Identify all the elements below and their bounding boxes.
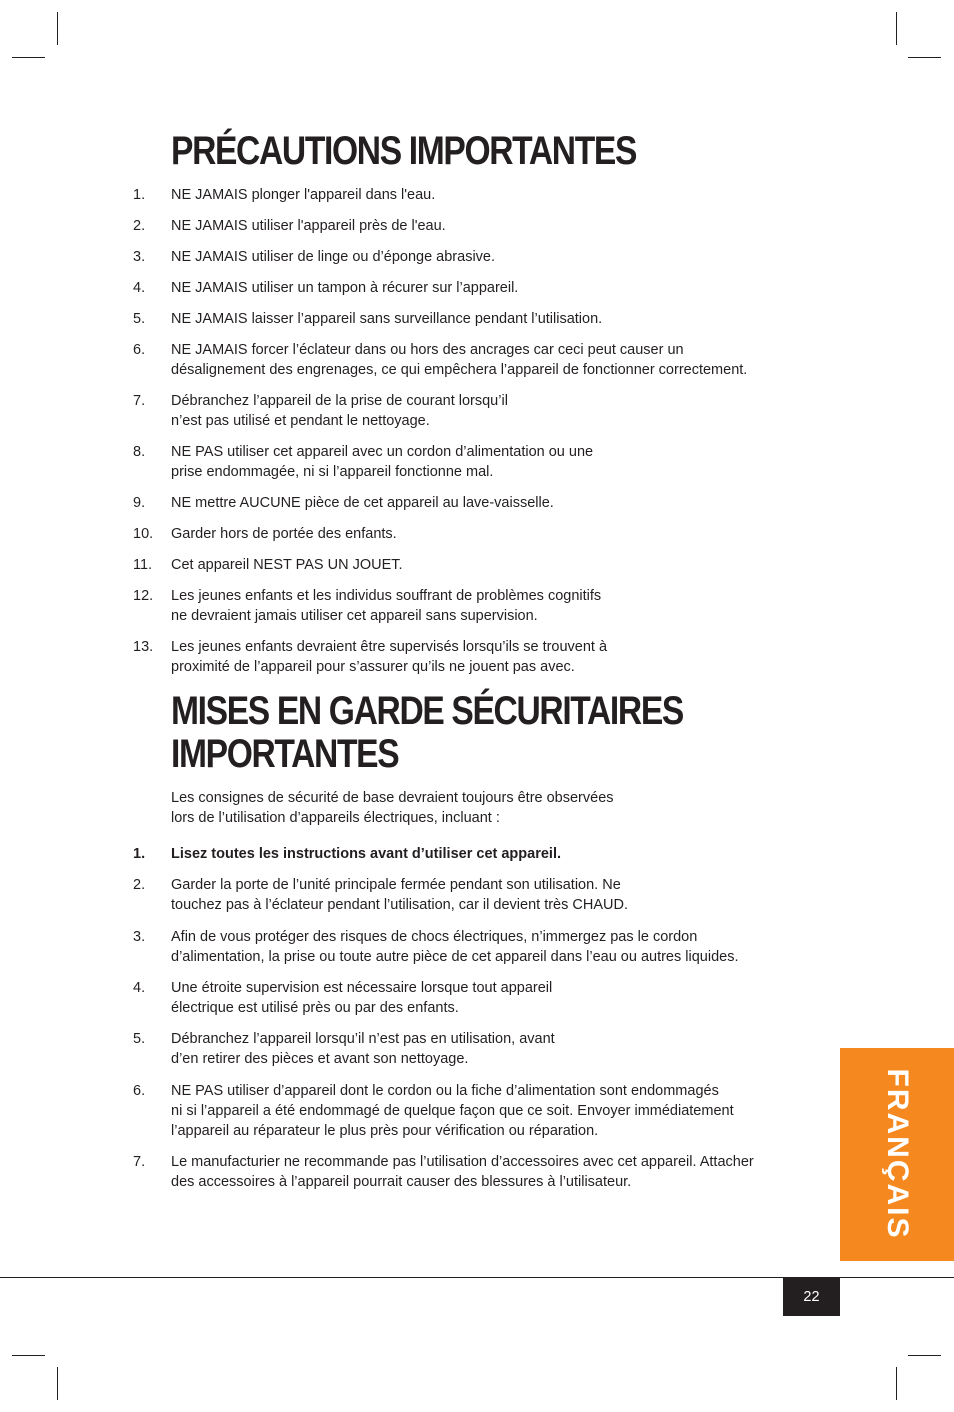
section-title: MISES EN GARDE SÉCURITAIRES [171, 689, 683, 733]
list-item-text: NE JAMAIS forcer l’éclateur dans ou hors des ancrages car ceci peut causer un désalignement des engrenages, ce qui empêchera l’appareil de fonctionner correctement. [171, 342, 748, 378]
list-item-text: NE JAMAIS laisser l’appareil sans surveillance pendant l’utilisation. [171, 311, 603, 327]
list-item-text: NE JAMAIS utiliser un tampon à récurer sur l’appareil. [171, 280, 519, 296]
list-item-text: NE JAMAIS utiliser de linge ou d’éponge abrasive. [171, 249, 496, 265]
list-item-text: Cet appareil NEST PAS UN JOUET. [171, 557, 403, 573]
language-label: FRANÇAIS [881, 1068, 914, 1240]
list-item-number: 13. [133, 639, 154, 655]
list-item-number: 3. [133, 249, 146, 265]
list-item-number: 5. [133, 1031, 146, 1047]
list-item-text: NE JAMAIS plonger l'appareil dans l'eau. [171, 187, 436, 203]
crop-mark [908, 1355, 941, 1356]
list-item-text: Garder la porte de l’unité principale fermée pendant son utilisation. Ne touchez pas à l’éclateur pendant l’utilisation, car il devient très CHAUD. [171, 877, 628, 913]
list-item-number: 11. [133, 557, 153, 573]
list-item-number: 7. [133, 1154, 146, 1170]
crop-mark [896, 12, 897, 45]
list-item-text: Garder hors de portée des enfants. [171, 526, 397, 542]
list-item-number: 6. [133, 1083, 146, 1099]
list-item-number: 1. [133, 846, 146, 862]
list-item-number: 4. [133, 280, 146, 296]
list-item-text: NE PAS utiliser d’appareil dont le cordon ou la fiche d’alimentation sont endommagés ni si l’appareil a été endommagé de quelque façon que ce soit. Envoyer immédiatement l’appareil au réparateur le plus près pour vérification ou réparation. [171, 1083, 734, 1139]
list-item-number: 4. [133, 980, 146, 996]
list-item-text: NE JAMAIS utiliser l'appareil près de l'eau. [171, 218, 446, 234]
list-item-text: Débranchez l’appareil lorsqu’il n’est pas en utilisation, avant d’en retirer des pièces et avant son nettoyage. [171, 1031, 555, 1067]
list-item-text: Lisez toutes les instructions avant d’utiliser cet appareil. [171, 846, 561, 862]
list-item-number: 8. [133, 444, 146, 460]
list-item-number: 3. [133, 929, 146, 945]
list-item-text: Une étroite supervision est nécessaire lorsque tout appareil électrique est utilisé près ou par des enfants. [171, 980, 553, 1016]
list-item-number: 6. [133, 342, 146, 358]
list-item-text: Les jeunes enfants et les individus souffrant de problèmes cognitifs ne devraient jamais utiliser cet appareil sans supervision. [171, 588, 602, 624]
crop-mark [12, 57, 45, 58]
language-tab [840, 1048, 954, 1261]
intro-paragraph: Les consignes de sécurité de base devraient toujours être observées lors de l’utilisation d’appareils électriques, incluant : [171, 790, 614, 826]
crop-mark [896, 1367, 897, 1400]
list-item-number: 9. [133, 495, 146, 511]
crop-mark [908, 57, 941, 58]
list-item-text: Le manufacturier ne recommande pas l’utilisation d’accessoires avec cet appareil. Attacher des accessoires à l’appareil pourrait causer des blessures à l’utilisateur. [171, 1154, 754, 1190]
list-item-text: Afin de vous protéger des risques de chocs électriques, n’immergez pas le cordon d’alimentation, la prise ou toute autre pièce de cet appareil dans l’eau ou autres liquides. [171, 929, 739, 965]
list-item-number: 1. [133, 187, 146, 203]
page-number: 22 [783, 1278, 840, 1316]
list-item-text: Les jeunes enfants devraient être supervisés lorsqu’ils se trouvent à proximité de l’appareil pour s’assurer qu’ils ne jouent pas avec. [171, 639, 608, 675]
list-item-number: 2. [133, 877, 146, 893]
list-item-text: NE PAS utiliser cet appareil avec un cordon d’alimentation ou une prise endommagée, ni si l’appareil fonctionne mal. [171, 444, 594, 480]
list-item-text: Débranchez l’appareil de la prise de courant lorsqu’il n’est pas utilisé et pendant le nettoyage. [171, 393, 508, 429]
crop-mark [57, 12, 58, 45]
crop-mark [57, 1367, 58, 1400]
list-item-text: NE mettre AUCUNE pièce de cet appareil au lave-vaisselle. [171, 495, 554, 511]
list-item-number: 10. [133, 526, 154, 542]
list-item-number: 2. [133, 218, 146, 234]
section-title: PRÉCAUTIONS IMPORTANTES [171, 129, 637, 173]
list-item-number: 12. [133, 588, 154, 604]
list-item-number: 5. [133, 311, 146, 327]
list-item-number: 7. [133, 393, 146, 409]
crop-mark [12, 1355, 45, 1356]
section-title: IMPORTANTES [171, 732, 399, 776]
